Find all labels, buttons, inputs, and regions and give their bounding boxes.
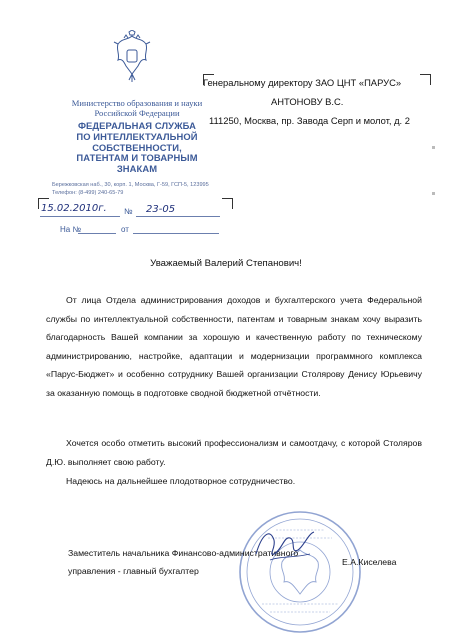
addressee-line1: Генеральному директору ЗАО ЦНТ «ПАРУС» bbox=[203, 77, 402, 88]
registration-number: 23-05 bbox=[146, 204, 176, 215]
corner-mark bbox=[222, 198, 233, 209]
ministry-name: Министерство образования и науки Российской Федерации bbox=[71, 98, 203, 118]
number-label: № bbox=[124, 207, 133, 216]
salutation: Уважаемый Валерий Степанович! bbox=[150, 258, 302, 269]
addressee-line2: АНТОНОВУ В.С. bbox=[271, 96, 344, 107]
body-paragraph: От лица Отдела администрирования доходов и бухгалтерского учета Федеральной службы по интеллектуальной собственности, патентам и товарным знакам хочу выразить благодарность Вашей компании за хорошую и качественную работу по техническому администрированию, настройке, адаптации и модернизации программного комплекса «Парус-Бюджет» и особенно сотруднику Вашей организации Столярову Денису Юрьевичу за оказанную помощь в подготовке сводной бюджетной отчётности. bbox=[46, 295, 422, 398]
signer-name: Е.А.Киселева bbox=[342, 557, 397, 567]
scan-artifact bbox=[432, 192, 435, 195]
service-name: ФЕДЕРАЛЬНАЯ СЛУЖБА ПО ИНТЕЛЛЕКТУАЛЬНОЙ СОБСТВЕННОСТИ, ПАТЕНТАМ И ТОВАРНЫМ ЗНАКАМ bbox=[76, 120, 198, 175]
date-underline bbox=[40, 216, 120, 217]
from-underline bbox=[133, 233, 219, 234]
letterhead-address: Бережковская наб., 30, корп. 1, Москва, Г-59, ГСП-5, 123995 bbox=[52, 182, 209, 188]
scan-artifact bbox=[432, 146, 435, 149]
registration-date: 15.02.2010г. bbox=[41, 203, 107, 214]
handwritten-signature-icon bbox=[250, 520, 320, 566]
signer-position-line2: управления - главный бухгалтер bbox=[68, 566, 199, 576]
ref-underline bbox=[78, 233, 116, 234]
number-underline bbox=[136, 216, 220, 217]
from-label: от bbox=[121, 225, 129, 234]
corner-mark bbox=[38, 198, 49, 209]
corner-mark bbox=[420, 74, 431, 85]
coat-of-arms-icon bbox=[112, 30, 152, 84]
addressee-line3: 111250, Москва, пр. Завода Серп и молот, д. 2 bbox=[209, 115, 410, 126]
body-paragraph: Хочется особо отметить высокий профессионализм и самоотдачу, с которой Столяров Д.Ю. выполняет свою работу. bbox=[46, 438, 422, 467]
ref-label: На № bbox=[60, 225, 82, 234]
signer-position-line1: Заместитель начальника Финансово-административного bbox=[68, 548, 299, 558]
letterhead-phone: Телефон: (8-499) 240-65-79 bbox=[52, 190, 124, 196]
body-paragraph: Надеюсь на дальнейшее плодотворное сотрудничество. bbox=[66, 476, 296, 486]
